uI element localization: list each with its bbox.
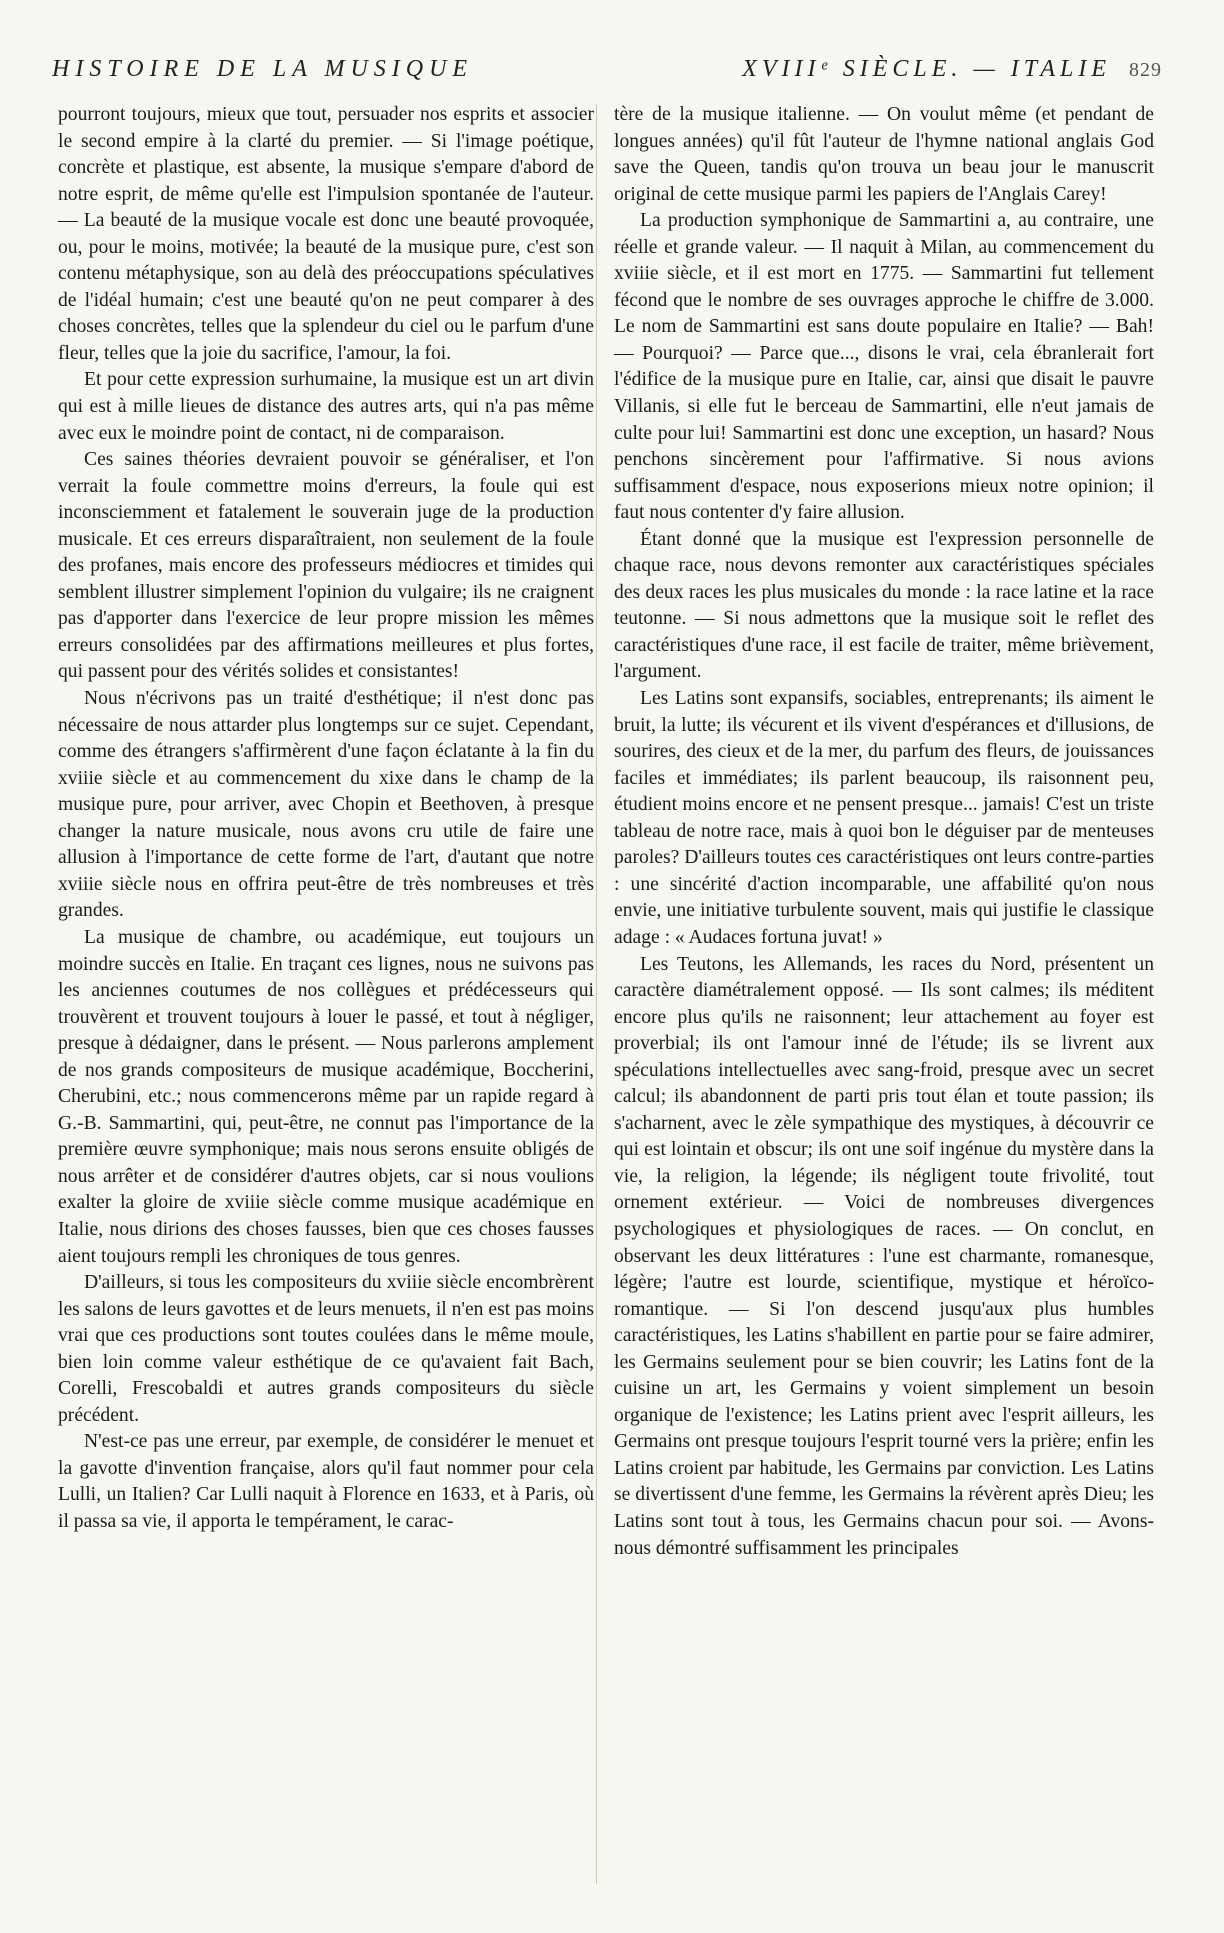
paragraph: tère de la musique italienne. — On voulut même (et pendant de longues années) qu'il fût l'auteur de l'hymne national anglais God save the Queen, tandis qu'on trouva un beau jour le manuscrit original de cette musique parmi les papiers de l'Anglais Carey! bbox=[614, 104, 1154, 205]
paragraph: Et pour cette expression surhumaine, la musique est un art divin qui est à mille lieues de distance des autres arts, qui n'a pas même avec eux le moindre point de contact, ni de comparaison. bbox=[58, 369, 594, 444]
paragraph: N'est-ce pas une erreur, par exemple, de considérer le menuet et la gavotte d'invention française, alors qu'il faut nommer pour cela Lulli, un Italien? Car Lulli naquit à Florence en 1633, et à Paris, où il passa sa vie, il apporta le tempérament, le carac- bbox=[58, 1431, 594, 1532]
paragraph: La musique de chambre, ou académique, eut toujours un moindre succès en Italie. En traçant ces lignes, nous ne suivons pas les anciennes coutumes de nos collègues et prédécesseurs qui trouvèrent et trouvent toujours à louer le passé, et tout à négliger, presque à dédaigner, dans le présent. — Nous parlerons amplement de nos grands compositeurs de musique académique, Boccherini, Cherubini, etc.; nous commencerons même par un rapide regard à G.-B. Sammartini, qui, peut-être, ne connut pas l'importance de la première œuvre symphonique; mais nous serons ensuite obligés de nous arrêter et de considérer d'autres objets, car si nous voulions exalter la gloire de xviiie siècle comme musique académique en Italie, nous dirions des choses fausses, bien que ces choses fausses aient toujours rempli les chroniques de tous genres. bbox=[58, 926, 594, 1267]
column-divider bbox=[596, 104, 597, 1884]
paragraph: pourront toujours, mieux que tout, persuader nos esprits et associer le second empire à la clarté du premier. — Si l'image poétique, concrète et plastique, est absente, la musique s'empare d'abord de notre esprit, de même qu'elle est l'impulsion spontanée de l'auteur. — La beauté de la musique vocale est donc une beauté provoquée, ou, pour le moins, motivée; la beauté de la musique pure, c'est son contenu métaphysique, son au delà des préoccupations spéculatives de l'idéal humain; c'est une beauté qu'on ne peut comparer à des choses concrètes, telles que la splendeur du ciel ou le parfum d'une fleur, telles que la joie du sacrifice, l'amour, la foi. bbox=[58, 104, 594, 364]
paragraph: D'ailleurs, si tous les compositeurs du xviiie siècle encombrèrent les salons de leurs gavottes et de leurs menuets, il n'en est pas moins vrai que ces productions sont toutes coulées dans le même moule, bien loin comme valeur esthétique de ce qu'avaient fait Bach, Corelli, Frescobaldi et autres grands compositeurs du siècle précédent. bbox=[58, 1272, 594, 1426]
paragraph: Étant donné que la musique est l'expression personnelle de chaque race, nous devons remonter aux caractéristiques spéciales des deux races les plus musicales du monde : la race latine et la race teutonne. — Si nous admettons que la musique soit le reflet des caractéristiques d'une race, il est facile de traiter, même brièvement, l'argument. bbox=[614, 528, 1154, 683]
paragraph: Ces saines théories devraient pouvoir se généraliser, et l'on verrait la foule commettre moins d'erreurs, la foule qui est inconsciemment et fatalement le souverain juge de la production musicale. Et ces erreurs disparaîtraient, non seulement de la foule des profanes, mais encore des professeurs médiocres et timides qui semblent illustrer simplement l'opinion du vulgaire; ils ne craignent pas d'apporter dans l'exercice de leur propre mission les mêmes erreurs consolidées par des affirmations meilleures et plus fortes, qui passent pour des vérités solides et consistantes! bbox=[58, 449, 594, 683]
paragraph: La production symphonique de Sammartini a, au contraire, une réelle et grande valeur. — Il naquit à Milan, au commencement du xviiie siècle, et il est mort en 1775. — Sammartini fut tellement fécond que le nombre de ses ouvrages approche le chiffre de 3.000. Le nom de Sammartini est sans doute populaire en Italie? — Bah! — Pourquoi? — Parce que..., disons le vrai, cela ébranlerait fort l'édifice de la musique pure en Italie, car, ainsi que disait le pauvre Villanis, si elle fut le berceau de Sammartini, elle n'eut jamais de culte pour lui! Sammartini est donc une exception, un hasard? Nous penchons sincèrement pour l'affirmative. Si nous avions suffisamment d'espace, nous exposerions mieux notre opinion; il faut nous contenter d'y faire allusion. bbox=[614, 210, 1154, 524]
header-left-title: HISTOIRE DE LA MUSIQUE bbox=[52, 56, 474, 82]
left-column bbox=[58, 102, 594, 1536]
right-column bbox=[614, 102, 1154, 1562]
paragraph: Les Teutons, les Allemands, les races du Nord, présentent un caractère diamétralement opposé. — Ils sont calmes; ils méditent encore plus qu'ils ne raisonnent; leur attachement au foyer est proverbial; ils ont l'amour inné de l'étude; ils se livrent aux spéculations intellectuelles avec sang-froid, presque avec un secret calcul; ils abandonnent de parti pris tout élan et toute passion; ils s'acharnent, avec le zèle sympathique des mystiques, à découvrir ce qui est lointain et obscur; ils ont une soif ingénue du mystère dans la vie, la religion, la légende; ils négligent toute frivolité, tout ornement extérieur. — Voici de nombreuses divergences psychologiques et physiologiques de races. — On conclut, en observant les deux littératures : l'une est charmante, romanesque, légère; l'autre est lourde, scientifique, mystique et héroïco-romantique. — Si l'on descend jusqu'aux plus humbles caractéristiques, les Latins s'habillent en partie pour se faire admirer, les Germains seulement pour se bien couvrir; les Latins font de la cuisine un art, les Germains y voient simplement un besoin organique de l'existence; les Latins prient avec l'esprit ailleurs, les Germains ont presque toujours l'esprit tourné vers la prière; enfin les Latins croient par habitude, les Germains par conviction. Les Latins se divertissent d'une femme, les Germains la révèrent après Dieu; les Latins sont tout à tous, les Germains chacun pour soi. — Avons-nous démontré suffisamment les principales bbox=[614, 953, 1154, 1559]
header-section-title: XVIIIᵉ SIÈCLE. — ITALIE bbox=[742, 56, 1111, 82]
running-header bbox=[52, 56, 1162, 90]
page-number: 829 bbox=[1129, 59, 1162, 81]
paragraph: Les Latins sont expansifs, sociables, entreprenants; ils aiment le bruit, la lutte; ils vécurent et ils vivent d'espérances et d'illusions, de sourires, des cieux et de la mer, du parfum des fleurs, de jouissances faciles et immédiates; ils parlent beaucoup, ils raisonnent peu, étudient moins encore et ne pensent presque... jamais! C'est un triste tableau de notre race, mais à quoi bon le déguiser par de menteuses paroles? D'ailleurs toutes ces caractéristiques ont leurs contre-parties : une sincérité d'action incomparable, une affabilité qu'on nous envie, une initiative turbulente souvent, mais qui justifie le classique adage : « Audaces fortuna juvat! » bbox=[614, 688, 1154, 948]
header-right-title bbox=[742, 56, 1162, 83]
paragraph: Nous n'écrivons pas un traité d'esthétique; il n'est donc pas nécessaire de nous attarder plus longtemps sur ce sujet. Cependant, comme des étrangers s'affirmèrent d'une façon éclatante à la fin du xviiie siècle et au commencement du xixe dans le champ de la musique pure, pour arriver, avec Chopin et Beethoven, à presque changer la nature musicale, nous avons cru utile de faire une allusion à l'importance de cette forme de l'art, d'autant que notre xviiie siècle nous en offrira peut-être de très nombreuses et très grandes. bbox=[58, 688, 594, 922]
